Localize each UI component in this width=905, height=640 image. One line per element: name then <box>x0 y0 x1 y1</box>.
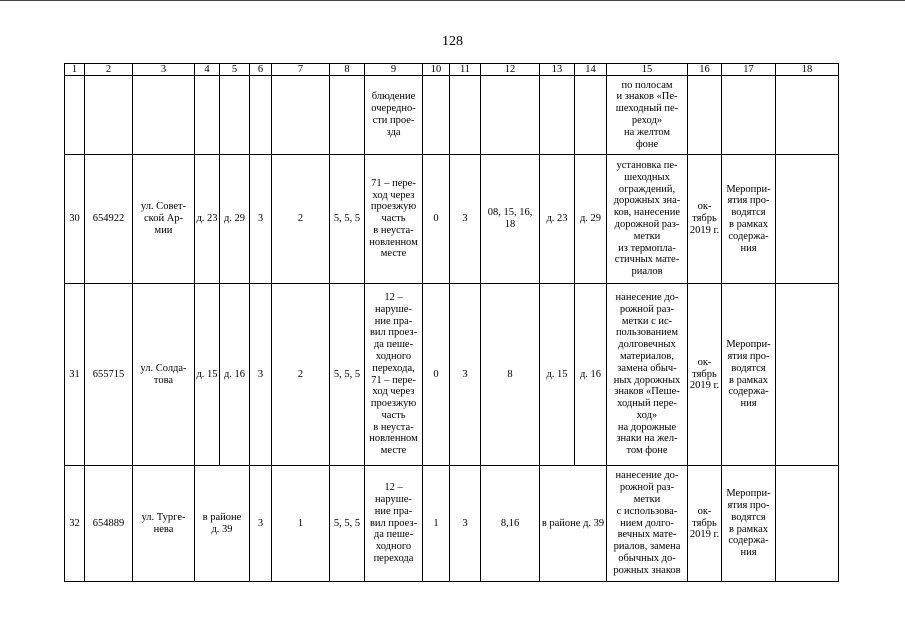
table-cell <box>250 76 272 155</box>
table-cell: д. 23 <box>540 155 575 284</box>
street-name: ул. Турге- нева <box>133 466 195 582</box>
violation-description: 12 – наруше- ние пра- вил проез- да пеше- ходного перехода, 71 – пере- ход через проезжую часть в неуста- новленном месте <box>365 284 423 466</box>
table-cell: 0 <box>423 155 450 284</box>
measures-description: нанесение до- рожной раз- метки с ис- пользованием долговечных материалов, замена обыч- ных дорожных знаков «Пеше- ходный пере- ход» на дорожные знаки на жел- том фоне <box>607 284 688 466</box>
column-number: 6 <box>250 64 272 76</box>
deadline: ок- тябрь 2019 г. <box>688 155 722 284</box>
measures-description: установка пе- шеходных ограждений, дорожных зна- ков, нанесение дорожной раз- метки из термопла- стичных мате- риалов <box>607 155 688 284</box>
column-number: 3 <box>133 64 195 76</box>
table-cell: 5, 5, 5 <box>330 284 365 466</box>
table-cell: 2 <box>272 284 330 466</box>
table-cell <box>195 76 220 155</box>
column-number: 18 <box>776 64 839 76</box>
table-cell: 3 <box>450 284 481 466</box>
table-cell: 5, 5, 5 <box>330 155 365 284</box>
table-cell: д. 16 <box>575 284 607 466</box>
table-cell: 1 <box>272 466 330 582</box>
record-id: 654922 <box>85 155 133 284</box>
column-number: 2 <box>85 64 133 76</box>
row-number: 31 <box>65 284 85 466</box>
column-number-row <box>65 64 839 76</box>
table-cell <box>481 76 540 155</box>
column-number: 1 <box>65 64 85 76</box>
table-row <box>65 466 839 582</box>
segment-location: в районе д. 39 <box>540 466 607 582</box>
column-number: 17 <box>722 64 776 76</box>
segment-end: д. 16 <box>220 284 250 466</box>
table-cell: 3 <box>250 284 272 466</box>
row-number: 32 <box>65 466 85 582</box>
table-cell <box>450 76 481 155</box>
table-cell: 3 <box>450 155 481 284</box>
column-number: 9 <box>365 64 423 76</box>
column-number: 11 <box>450 64 481 76</box>
column-number: 4 <box>195 64 220 76</box>
table-row <box>65 155 839 284</box>
measures-description: нанесение до- рожной раз- метки с использова- нием долго- вечных мате- риалов, замена обычных до- рожных знаков <box>607 466 688 582</box>
table-cell <box>85 76 133 155</box>
record-id: 654889 <box>85 466 133 582</box>
table-cell <box>220 76 250 155</box>
column-number: 14 <box>575 64 607 76</box>
violation-description: 12 – наруше- ние пра- вил проез- да пеше- ходного перехода <box>365 466 423 582</box>
table-row <box>65 284 839 466</box>
deadline: ок- тябрь 2019 г. <box>688 284 722 466</box>
table-cell: 8 <box>481 284 540 466</box>
column-number: 8 <box>330 64 365 76</box>
column-number: 5 <box>220 64 250 76</box>
segment-location: в районе д. 39 <box>195 466 250 582</box>
table-cell: 2 <box>272 155 330 284</box>
table-cell: д. 15 <box>540 284 575 466</box>
table-cell <box>688 76 722 155</box>
register-table <box>64 63 839 582</box>
table-cell <box>540 76 575 155</box>
street-name: ул. Совет- ской Ар- мии <box>133 155 195 284</box>
measures-description: по полосам и знаков «Пе- шеходный пе- реход» на желтом фоне <box>607 76 688 155</box>
table-cell <box>776 466 839 582</box>
table-cell: 5, 5, 5 <box>330 466 365 582</box>
table-cell <box>133 76 195 155</box>
table-cell: 1 <box>423 466 450 582</box>
column-number: 15 <box>607 64 688 76</box>
table-cell <box>722 76 776 155</box>
column-number: 12 <box>481 64 540 76</box>
table-cell <box>776 284 839 466</box>
column-number: 10 <box>423 64 450 76</box>
violation-description: блюдение очередно- сти прое- зда <box>365 76 423 155</box>
column-number: 16 <box>688 64 722 76</box>
table-cell <box>776 76 839 155</box>
table-cell: 3 <box>250 466 272 582</box>
table-cell <box>330 76 365 155</box>
continuation-row <box>65 76 839 155</box>
table-cell <box>575 76 607 155</box>
segment-start: д. 15 <box>195 284 220 466</box>
table-cell <box>776 155 839 284</box>
segment-end: д. 29 <box>220 155 250 284</box>
column-number: 7 <box>272 64 330 76</box>
street-name: ул. Солда- това <box>133 284 195 466</box>
table-cell: 3 <box>450 466 481 582</box>
violation-description: 71 – пере- ход через проезжую часть в неуста- новленном месте <box>365 155 423 284</box>
record-id: 655715 <box>85 284 133 466</box>
table-cell <box>65 76 85 155</box>
table-cell <box>423 76 450 155</box>
note: Меропри- ятия про- водятся в рамках содержа- ния <box>722 155 776 284</box>
table-cell: 3 <box>250 155 272 284</box>
table-cell: 8,16 <box>481 466 540 582</box>
segment-start: д. 23 <box>195 155 220 284</box>
table-cell: д. 29 <box>575 155 607 284</box>
top-edge-line <box>0 0 905 1</box>
table-cell: 08, 15, 16, 18 <box>481 155 540 284</box>
note: Меропри- ятия про- водятся в рамках содержа- ния <box>722 284 776 466</box>
note: Меропри- ятия про- водятся в рамках содержа- ния <box>722 466 776 582</box>
row-number: 30 <box>65 155 85 284</box>
column-number: 13 <box>540 64 575 76</box>
table-cell: 0 <box>423 284 450 466</box>
deadline: ок- тябрь 2019 г. <box>688 466 722 582</box>
page-number: 128 <box>442 34 463 49</box>
table-cell <box>272 76 330 155</box>
